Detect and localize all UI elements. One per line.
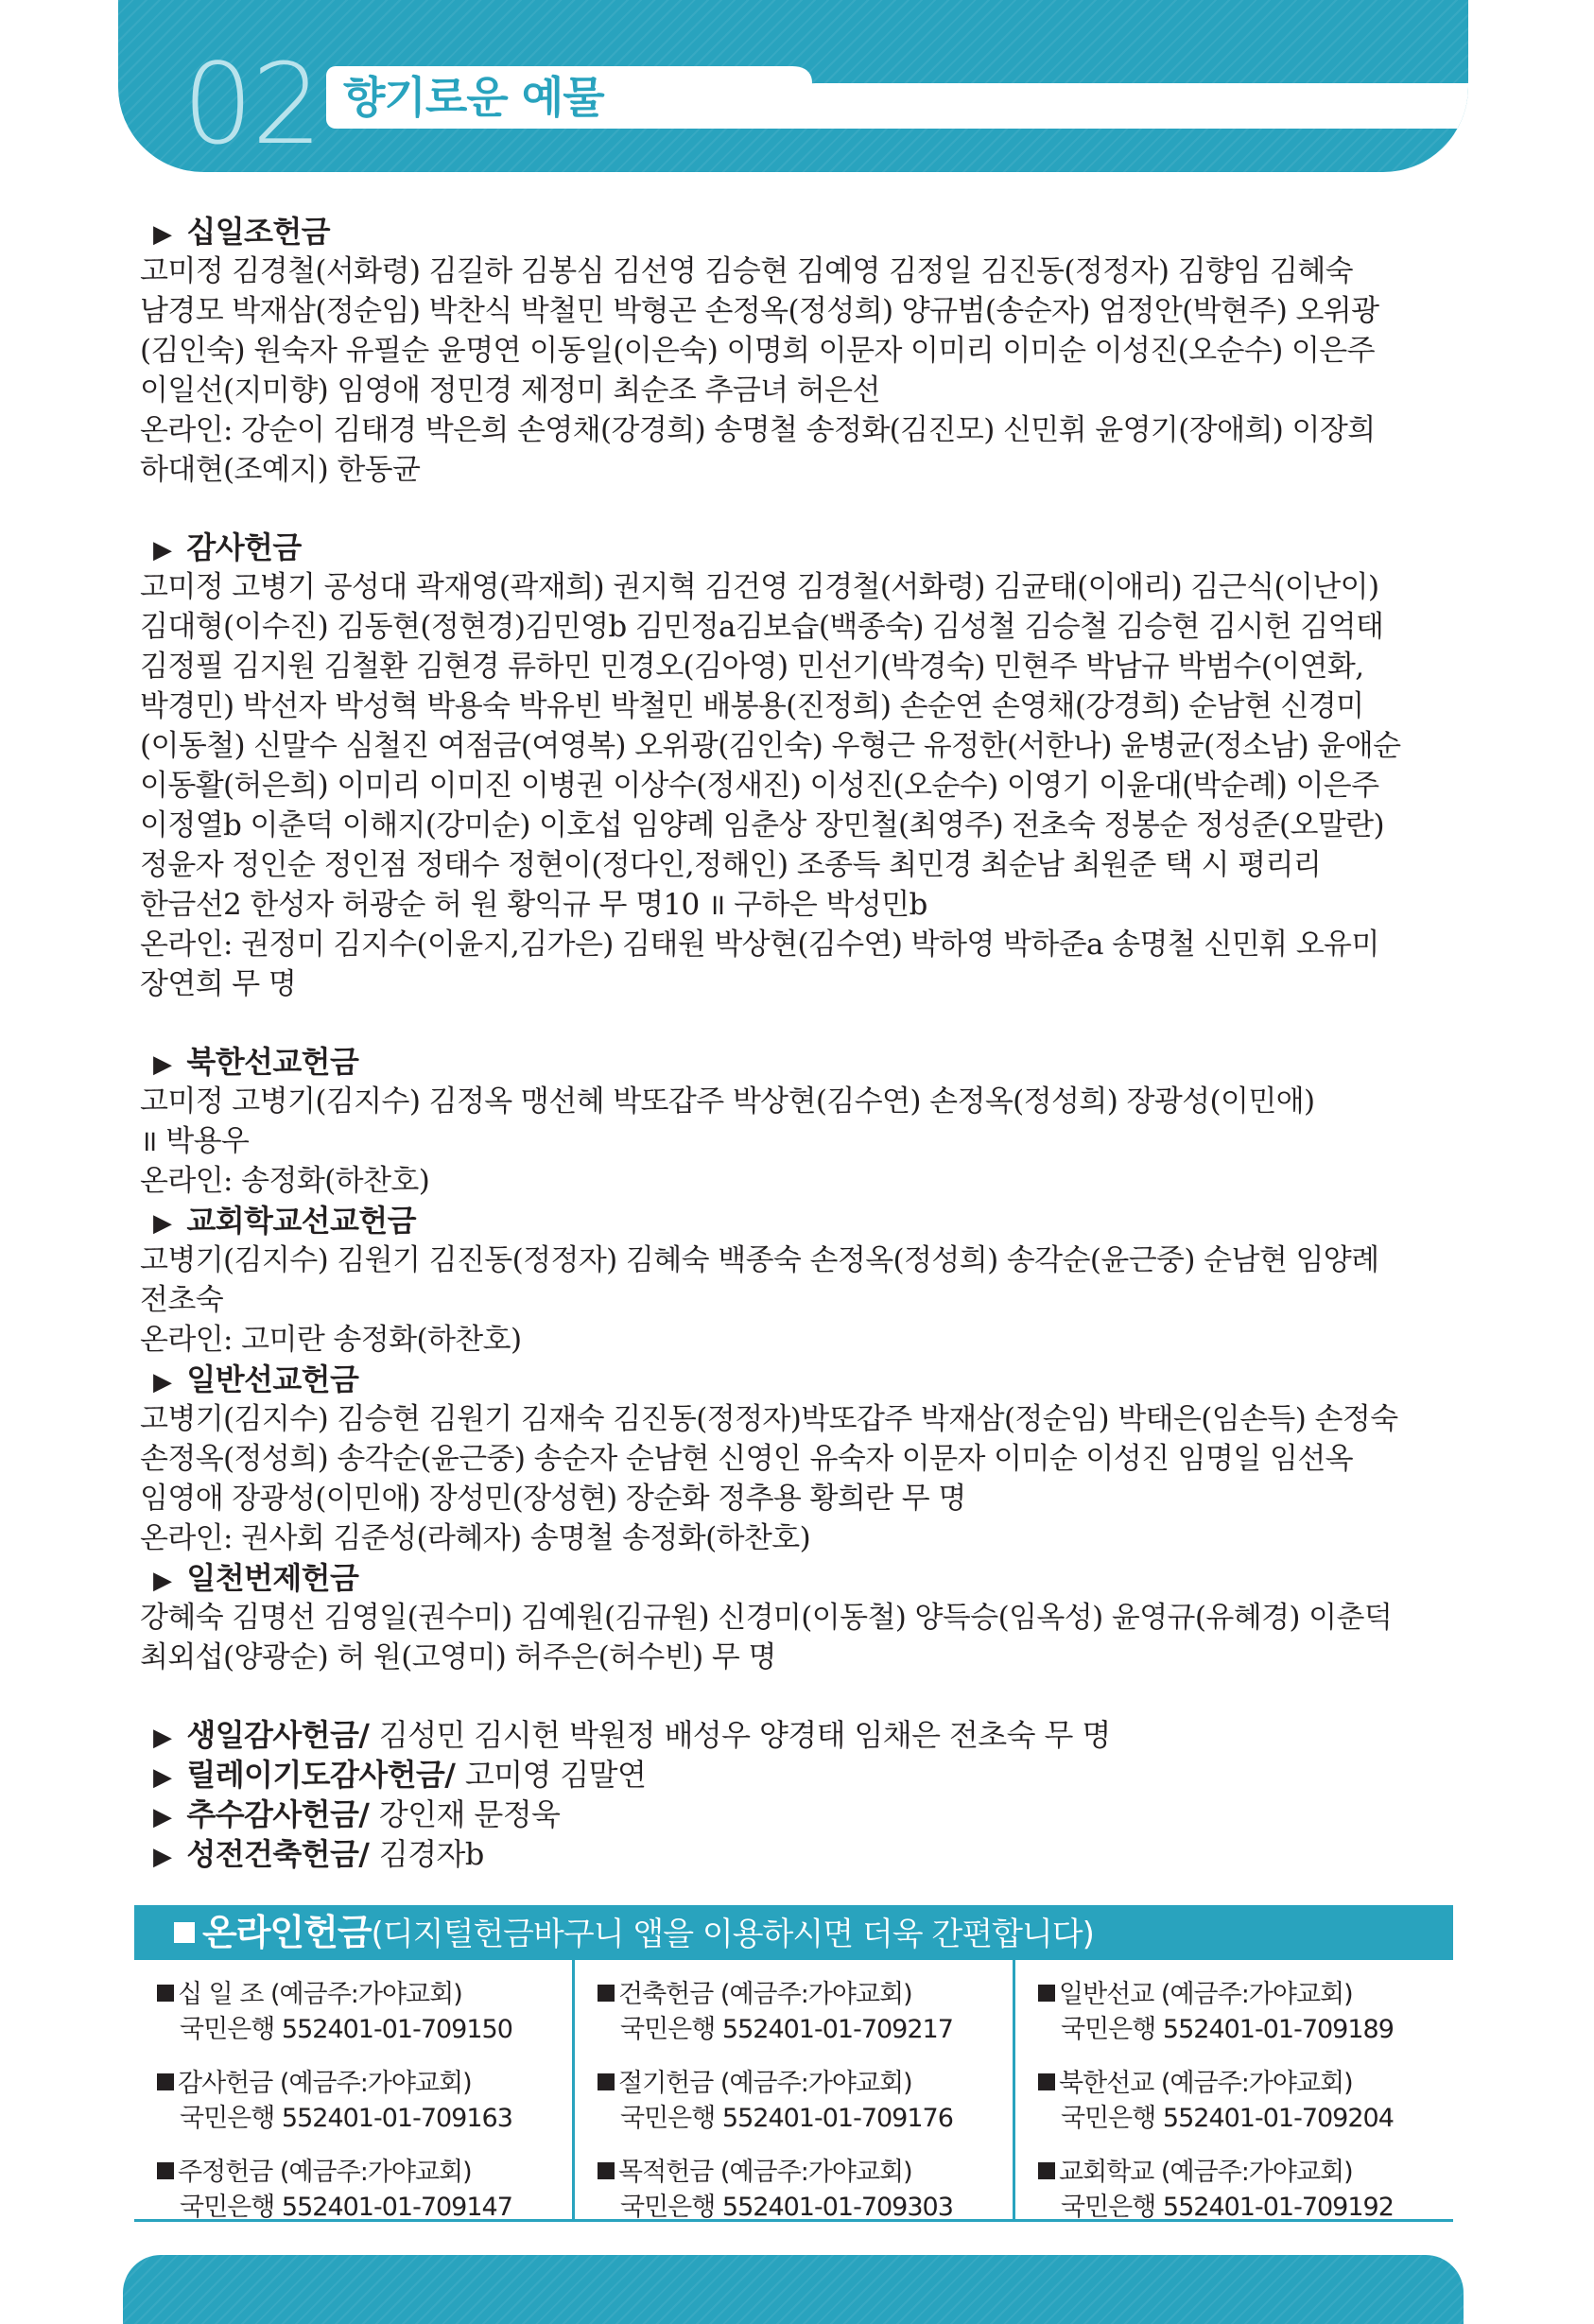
section-heading: ▶ 북한선교헌금 [153, 1044, 359, 1080]
names-line: (김인숙) 원숙자 유필순 윤명연 이동일(이은숙) 이명희 이문자 이미리 이미순 이성진(오순수) 이은주 [140, 334, 1375, 368]
account-item: 일반선교 (예금주:가야교회) 국민은행 552401-01-709189 [1038, 1977, 1453, 2047]
names-line: 박경민) 박선자 박성혁 박용숙 박유빈 박철민 배봉용(진정희) 손순연 손영채(강경희) 순남현 신경미 [140, 689, 1364, 723]
section-heading: ▶ 십일조헌금 [153, 214, 330, 250]
triangle-bullet-icon: ▶ [153, 1803, 172, 1831]
account-item: 주정헌금 (예금주:가야교회) 국민은행 552401-01-709147 [157, 2155, 572, 2225]
names-line: 최외섭(양광순) 허 원(고영미) 허주은(허수빈) 무 명 [140, 1640, 776, 1674]
triangle-bullet-icon: ▶ [153, 1843, 172, 1871]
section-heading: ▶ 감사헌금 [153, 529, 302, 565]
footer-banner [123, 2255, 1464, 2324]
names-line: 온라인: 권정미 김지수(이윤지,김가은) 김태원 박상현(김수연) 박하영 박하준a 송명철 신민휘 오유미 [140, 928, 1379, 962]
square-bullet-icon [598, 2162, 615, 2179]
square-bullet-icon [157, 1985, 174, 2002]
inline-section: ▶ 추수감사헌금/ 강인재 문정욱 [153, 1796, 561, 1832]
names-line: 이정열b 이춘덕 이해지(강미순) 이호섭 임양례 임춘상 장민철(최영주) 전초숙 정봉순 정성준(오말란) [140, 808, 1384, 842]
title-tab-extension [771, 83, 1468, 129]
square-bullet-icon [174, 1922, 195, 1943]
header-banner [118, 0, 1468, 172]
inline-section: ▶ 성전건축헌금/ 김경자b [153, 1836, 484, 1872]
section-heading: ▶ 교회학교선교헌금 [153, 1203, 416, 1239]
square-bullet-icon [1038, 2073, 1055, 2090]
names-line: 고미정 고병기(김지수) 김정옥 맹선혜 박또갑주 박상현(김수연) 손정옥(정성희) 장광성(이민애) [140, 1084, 1315, 1119]
square-bullet-icon [157, 2162, 174, 2179]
names-line: 온라인: 권사회 김준성(라혜자) 송명철 송정화(하찬호) [140, 1521, 811, 1555]
triangle-bullet-icon: ▶ [153, 536, 172, 564]
square-bullet-icon [157, 2073, 174, 2090]
square-bullet-icon [598, 2073, 615, 2090]
account-number: 국민은행 552401-01-709189 [1061, 2015, 1394, 2044]
account-number: 국민은행 552401-01-709176 [620, 2104, 953, 2133]
square-bullet-icon [1038, 2162, 1055, 2179]
names-line: (이동철) 신말수 심철진 여점금(여영복) 오위광(김인숙) 우형근 유정한(서한나) 윤병균(정소남) 윤애순 [140, 729, 1401, 763]
page-title: 향기로운 예물 [343, 72, 604, 123]
account-item: 목적헌금 (예금주:가야교회) 국민은행 552401-01-709303 [598, 2155, 1013, 2225]
account-number: 국민은행 552401-01-709163 [180, 2104, 512, 2133]
section-number: 02 [182, 39, 321, 169]
account-item: 북한선교 (예금주:가야교회) 국민은행 552401-01-709204 [1038, 2066, 1453, 2136]
names-line: 고병기(김지수) 김승현 김원기 김재숙 김진동(정정자)박또갑주 박재삼(정순임) 박태은(임손득) 손정숙 [140, 1402, 1398, 1436]
triangle-bullet-icon: ▶ [153, 1209, 172, 1238]
names-line: 온라인: 송정화(하찬호) [140, 1164, 430, 1198]
account-item: 건축헌금 (예금주:가야교회) 국민은행 552401-01-709217 [598, 1977, 1013, 2047]
section-heading: ▶ 일반선교헌금 [153, 1361, 359, 1397]
names-line: 온라인: 강순이 김태경 박은희 손영채(강경희) 송명철 송정화(김진모) 신민휘 윤영기(장애희) 이장희 [140, 413, 1376, 447]
names-line: 한금선2 한성자 허광순 허 원 황익규 무 명10 ॥ 구하은 박성민b [140, 888, 927, 922]
account-column [1013, 1960, 1453, 2222]
names-line: 남경모 박재삼(정순임) 박찬식 박철민 박형곤 손정옥(정성희) 양규범(송순자) 엄정안(박현주) 오위광 [140, 294, 1379, 328]
names-line: 이동활(허은희) 이미리 이미진 이병권 이상수(정새진) 이성진(오순수) 이영기 이윤대(박순례) 이은주 [140, 769, 1379, 803]
account-item: 교회학교 (예금주:가야교회) 국민은행 552401-01-709192 [1038, 2155, 1453, 2225]
names-line: 강혜숙 김명선 김영일(권수미) 김예원(김규원) 신경미(이동철) 양득승(임옥성) 윤영규(유혜경) 이춘덕 [140, 1601, 1393, 1635]
account-column [572, 1960, 1013, 2222]
names-line: 김정필 김지원 김철환 김현경 류하민 민경오(김아영) 민선기(박경숙) 민현주 박남규 박범수(이연화, [140, 650, 1364, 684]
account-item: 감사헌금 (예금주:가야교회) 국민은행 552401-01-709163 [157, 2066, 572, 2136]
square-bullet-icon [598, 1985, 615, 2002]
names-line: 고미정 김경철(서화령) 김길하 김봉심 김선영 김승현 김예영 김정일 김진동(정정자) 김향임 김혜숙 [140, 254, 1354, 288]
account-grid [134, 1960, 1453, 2222]
triangle-bullet-icon: ▶ [153, 1050, 172, 1079]
names-line: 김대형(이수진) 김동현(정현경)김민영b 김민정a김보습(백종숙) 김성철 김승철 김승현 김시헌 김억태 [140, 610, 1384, 644]
account-column [134, 1960, 572, 2222]
account-item: 절기헌금 (예금주:가야교회) 국민은행 552401-01-709176 [598, 2066, 1013, 2136]
triangle-bullet-icon: ▶ [153, 1763, 172, 1792]
names-line: 전초숙 [140, 1283, 224, 1317]
triangle-bullet-icon: ▶ [153, 1724, 172, 1752]
names-line: 장연희 무 명 [140, 967, 297, 1001]
square-bullet-icon [1038, 1985, 1055, 2002]
account-number: 국민은행 552401-01-709204 [1061, 2104, 1394, 2133]
names-line: 정윤자 정인순 정인점 정태수 정현이(정다인,정해인) 조종득 최민경 최순남 최원준 택 시 평리리 [140, 848, 1322, 882]
account-number: 국민은행 552401-01-709192 [1061, 2193, 1394, 2222]
names-line: 고병기(김지수) 김원기 김진동(정정자) 김혜숙 백종숙 손정옥(정성희) 송각순(윤근중) 순남현 임양례 [140, 1243, 1379, 1277]
section-heading: ▶ 일천번제헌금 [153, 1560, 359, 1596]
account-item: 십 일 조 (예금주:가야교회) 국민은행 552401-01-709150 [157, 1977, 572, 2047]
online-offering-header: 온라인헌금(디지털헌금바구니 앱을 이용하시면 더욱 간편합니다) [134, 1905, 1453, 1960]
triangle-bullet-icon: ▶ [153, 1567, 172, 1595]
account-number: 국민은행 552401-01-709303 [620, 2193, 953, 2222]
inline-section: ▶ 생일감사헌금/ 김성민 김시헌 박원정 배성우 양경태 임채은 전초숙 무 명 [153, 1717, 1111, 1753]
inline-section: ▶ 릴레이기도감사헌금/ 고미영 김말연 [153, 1757, 647, 1793]
names-line: 고미정 고병기 공성대 곽재영(곽재희) 권지혁 김건영 김경철(서화령) 김균태(이애리) 김근식(이난이) [140, 570, 1379, 604]
names-line: 이일선(지미향) 임영애 정민경 제정미 최순조 추금녀 허은선 [140, 373, 880, 408]
account-number: 국민은행 552401-01-709150 [180, 2015, 512, 2044]
names-line: 손정옥(정성희) 송각순(윤근중) 송순자 순남현 신영인 유숙자 이문자 이미순 이성진 임명일 임선옥 [140, 1442, 1354, 1476]
account-number: 국민은행 552401-01-709217 [620, 2015, 953, 2044]
names-line: 하대현(조예지) 한동균 [140, 453, 421, 487]
triangle-bullet-icon: ▶ [153, 220, 172, 249]
offering-list [140, 212, 1454, 1874]
names-line: ॥ 박용우 [140, 1124, 250, 1158]
triangle-bullet-icon: ▶ [153, 1368, 172, 1396]
names-line: 온라인: 고미란 송정화(하찬호) [140, 1323, 522, 1357]
names-line: 임영애 장광성(이민애) 장성민(장성현) 장순화 정추용 황희란 무 명 [140, 1482, 966, 1516]
account-number: 국민은행 552401-01-709147 [180, 2193, 512, 2222]
